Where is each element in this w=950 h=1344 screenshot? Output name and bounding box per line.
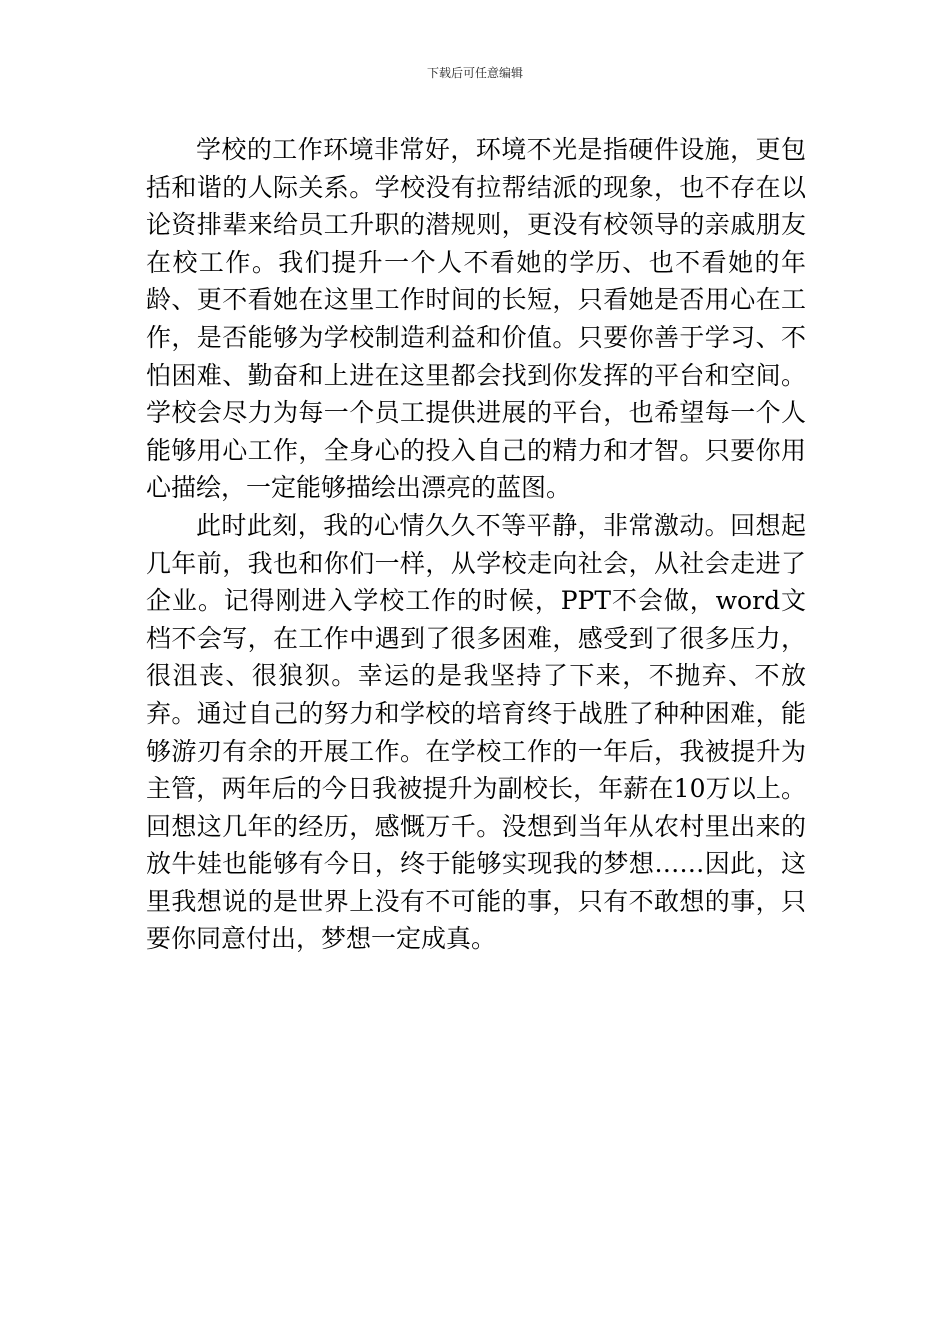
paragraph-personal-story: 此时此刻，我的心情久久不等平静，非常激动。回想起几年前，我也和你们一样，从学校走向社会，从社会走进了企业。记得刚进入学校工作的时候，PPT不会做，word文档不会写，在工作中遇到了很多困难，感受到了很多压力，很沮丧、很狼狈。幸运的是我坚持了下来，不抛弃、不放弃。通过自己的努力和学校的培育终于战胜了种种困难，能够游刃有余的开展工作。在学校工作的一年后，我被提升为主管，两年后的今日我被提升为副校长，年薪在10万以上。回想这几年的经历，感慨万千。没想到当年从农村里出来的放牛娃也能够有今日，终于能够实现我的梦想……因此，这里我想说的是世界上没有不可能的事，只有不敢想的事，只要你同意付出，梦想一定成真。 (146, 510, 806, 954)
page-header: 下载后可任意编辑 (426, 66, 523, 80)
document-body (146, 131, 806, 958)
paragraph-work-environment: 学校的工作环境非常好，环境不光是指硬件设施，更包括和谐的人际关系。学校没有拉帮结派的现象，也不存在以论资排辈来给员工升职的潜规则，更没有校领导的亲戚朋友在校工作。我们提升一个人不看她的学历、也不看她的年龄、更不看她在这里工作时间的长短，只看她是否用心在工作，是否能够为学校制造利益和价值。只要你善于学习、不怕困难、勤奋和上进在这里都会找到你发挥的平台和空间。学校会尽力为每一个员工提供进展的平台，也希望每一个人能够用心工作，全身心的投入自己的精力和才智。只要你用心描绘，一定能够描绘出漂亮的蓝图。 (146, 135, 806, 503)
